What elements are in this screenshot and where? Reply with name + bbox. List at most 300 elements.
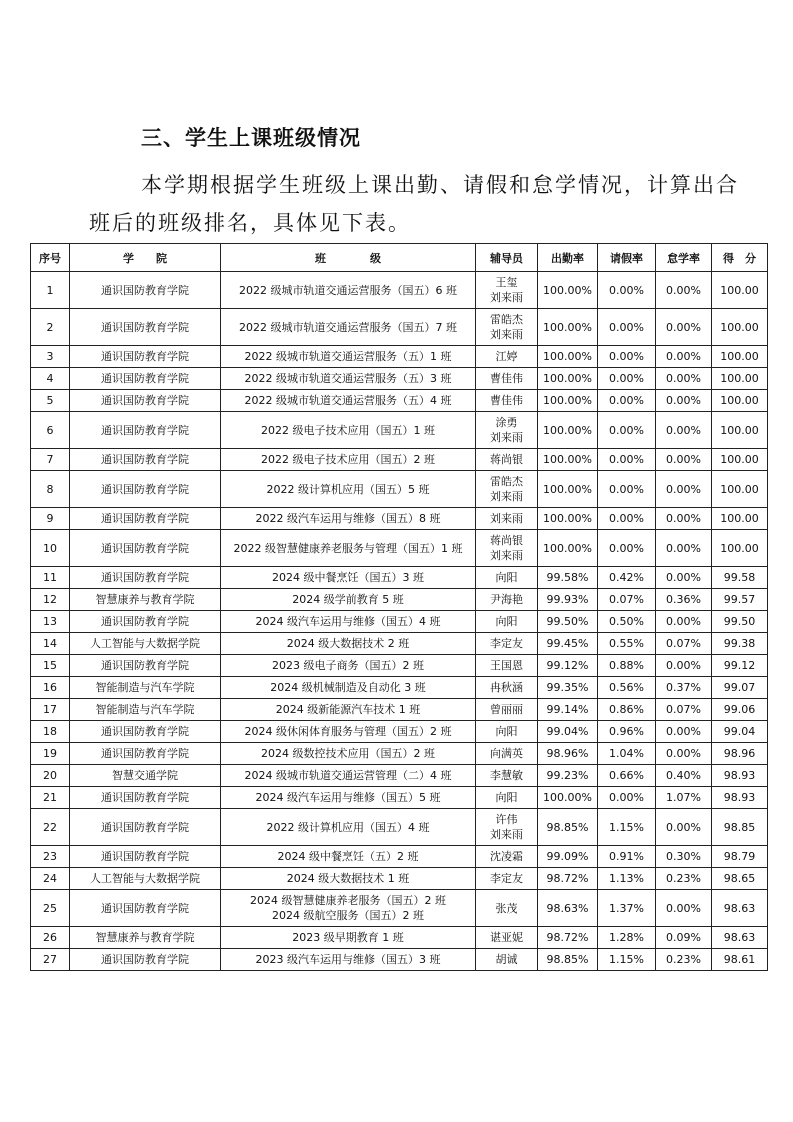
cell-college: 通识国防教育学院 — [70, 846, 221, 868]
cell-counselor — [476, 272, 538, 309]
cell-no: 19 — [31, 743, 70, 765]
cell-class — [221, 368, 476, 390]
table-row — [31, 787, 768, 809]
cell-counselor — [476, 809, 538, 846]
cell-college: 通识国防教育学院 — [70, 272, 221, 309]
cell-attendance: 99.23% — [538, 765, 598, 787]
cell-attendance: 98.72% — [538, 868, 598, 890]
cell-college: 通识国防教育学院 — [70, 390, 221, 412]
cell-counselor — [476, 471, 538, 508]
cell-class-line: 2022 级城市轨道交通运营服务（国五）6 班 — [239, 283, 457, 297]
cell-score: 100.00 — [712, 530, 768, 567]
cell-class — [221, 346, 476, 368]
cell-counselor — [476, 655, 538, 677]
table-row — [31, 743, 768, 765]
cell-counselor — [476, 589, 538, 611]
cell-class — [221, 787, 476, 809]
table-row — [31, 449, 768, 471]
cell-counselor-line: 冉秋涵 — [490, 681, 523, 694]
cell-college: 通识国防教育学院 — [70, 611, 221, 633]
cell-counselor-line: 江婷 — [495, 350, 518, 363]
cell-counselor — [476, 890, 538, 927]
cell-college: 智能制造与汽车学院 — [70, 677, 221, 699]
cell-class — [221, 309, 476, 346]
cell-leave: 0.07% — [598, 589, 656, 611]
cell-no: 22 — [31, 809, 70, 846]
cell-counselor-line: 曹佳伟 — [490, 394, 523, 407]
cell-class — [221, 633, 476, 655]
cell-no: 6 — [31, 412, 70, 449]
cell-class-line: 2024 级新能源汽车技术 1 班 — [275, 703, 421, 716]
cell-counselor-line: 刘来雨 — [490, 490, 523, 503]
cell-counselor — [476, 868, 538, 890]
cell-college: 通识国防教育学院 — [70, 508, 221, 530]
cell-no: 4 — [31, 368, 70, 390]
table-row — [31, 699, 768, 721]
cell-attendance: 98.63% — [538, 890, 598, 927]
cell-counselor — [476, 743, 538, 765]
cell-leave: 0.66% — [598, 765, 656, 787]
cell-no: 5 — [31, 390, 70, 412]
cell-class — [221, 449, 476, 471]
cell-score: 100.00 — [712, 368, 768, 390]
cell-class — [221, 508, 476, 530]
cell-truancy: 0.00% — [656, 346, 712, 368]
table-row — [31, 508, 768, 530]
class-ranking-table — [30, 243, 768, 971]
cell-college: 人工智能与大数据学院 — [70, 868, 221, 890]
cell-class-line: 2023 级电子商务（国五）2 班 — [272, 659, 424, 672]
intro-paragraph-line-1: 本学期根据学生班级上课出勤、请假和怠学情况，计算出合 — [141, 173, 739, 197]
cell-counselor-line: 刘来雨 — [490, 291, 523, 304]
cell-class — [221, 868, 476, 890]
cell-counselor — [476, 846, 538, 868]
cell-truancy: 0.00% — [656, 309, 712, 346]
cell-score: 98.96 — [712, 743, 768, 765]
cell-truancy: 0.37% — [656, 677, 712, 699]
cell-no: 8 — [31, 471, 70, 508]
cell-class-line: 2024 级大数据技术 2 班 — [286, 637, 410, 650]
cell-no: 10 — [31, 530, 70, 567]
cell-college: 通识国防教育学院 — [70, 530, 221, 567]
table-row — [31, 530, 768, 567]
cell-class — [221, 567, 476, 589]
cell-class — [221, 721, 476, 743]
cell-counselor-line: 李定友 — [490, 872, 523, 885]
cell-college: 通识国防教育学院 — [70, 890, 221, 927]
cell-leave: 0.96% — [598, 721, 656, 743]
cell-truancy: 0.00% — [656, 567, 712, 589]
table-row — [31, 611, 768, 633]
cell-truancy: 0.00% — [656, 368, 712, 390]
cell-class — [221, 390, 476, 412]
cell-no: 25 — [31, 890, 70, 927]
cell-score: 98.79 — [712, 846, 768, 868]
cell-class — [221, 471, 476, 508]
cell-truancy: 0.00% — [656, 611, 712, 633]
cell-no: 3 — [31, 346, 70, 368]
cell-attendance: 99.04% — [538, 721, 598, 743]
cell-college: 通识国防教育学院 — [70, 809, 221, 846]
cell-leave: 0.86% — [598, 699, 656, 721]
table-row — [31, 633, 768, 655]
header-class: 班 级 — [221, 244, 476, 272]
cell-class-line: 2022 级计算机应用（国五）4 班 — [266, 820, 430, 834]
cell-class-line: 2024 级休闲体育服务与管理（国五）2 班 — [244, 725, 452, 738]
cell-counselor — [476, 449, 538, 471]
cell-counselor — [476, 309, 538, 346]
cell-attendance: 100.00% — [538, 449, 598, 471]
cell-attendance: 100.00% — [538, 309, 598, 346]
table-row — [31, 949, 768, 971]
cell-no: 1 — [31, 272, 70, 309]
cell-class — [221, 927, 476, 949]
cell-truancy: 0.00% — [656, 272, 712, 309]
cell-score: 99.04 — [712, 721, 768, 743]
cell-truancy: 0.00% — [656, 390, 712, 412]
table-row — [31, 368, 768, 390]
cell-truancy: 0.00% — [656, 508, 712, 530]
table-row — [31, 412, 768, 449]
cell-counselor-line: 刘来雨 — [490, 328, 523, 341]
cell-class-line: 2023 级汽车运用与维修（国五）3 班 — [255, 953, 441, 966]
cell-class-line: 2022 级智慧健康养老服务与管理（国五）1 班 — [233, 541, 463, 555]
cell-class — [221, 530, 476, 567]
cell-truancy: 0.07% — [656, 699, 712, 721]
cell-counselor — [476, 699, 538, 721]
cell-class-line: 2022 级电子技术应用（国五）1 班 — [261, 423, 435, 437]
cell-counselor — [476, 633, 538, 655]
cell-counselor — [476, 567, 538, 589]
table-row — [31, 809, 768, 846]
cell-counselor-line: 曾丽丽 — [490, 703, 523, 716]
cell-counselor — [476, 346, 538, 368]
cell-class — [221, 677, 476, 699]
cell-class — [221, 655, 476, 677]
cell-counselor — [476, 949, 538, 971]
cell-score: 98.93 — [712, 787, 768, 809]
header-truancy: 怠学率 — [656, 244, 712, 272]
cell-class — [221, 589, 476, 611]
cell-score: 100.00 — [712, 471, 768, 508]
cell-college: 智慧康养与教育学院 — [70, 589, 221, 611]
cell-counselor-line: 尹海艳 — [490, 593, 523, 606]
cell-class-line: 2024 级中餐烹饪（国五）3 班 — [272, 571, 424, 584]
cell-counselor-line: 向阳 — [495, 571, 518, 584]
cell-no: 15 — [31, 655, 70, 677]
cell-class-line: 2024 级汽车运用与维修（国五）4 班 — [255, 615, 441, 628]
table-body — [31, 272, 768, 971]
cell-counselor-line: 向阳 — [495, 615, 518, 628]
cell-score: 99.58 — [712, 567, 768, 589]
cell-counselor-line: 张茂 — [495, 901, 518, 915]
cell-counselor — [476, 368, 538, 390]
cell-attendance: 100.00% — [538, 412, 598, 449]
cell-class-line: 2024 级机械制造及自动化 3 班 — [270, 681, 426, 694]
cell-truancy: 0.00% — [656, 530, 712, 567]
cell-leave: 1.13% — [598, 868, 656, 890]
cell-class — [221, 765, 476, 787]
cell-truancy: 0.00% — [656, 449, 712, 471]
table-row — [31, 471, 768, 508]
cell-attendance: 99.93% — [538, 589, 598, 611]
cell-score: 99.06 — [712, 699, 768, 721]
cell-college: 通识国防教育学院 — [70, 412, 221, 449]
cell-score: 98.63 — [712, 927, 768, 949]
cell-attendance: 99.09% — [538, 846, 598, 868]
cell-score: 99.38 — [712, 633, 768, 655]
cell-attendance: 98.85% — [538, 809, 598, 846]
header-attendance: 出勤率 — [538, 244, 598, 272]
table-row — [31, 765, 768, 787]
cell-score: 100.00 — [712, 412, 768, 449]
cell-class-line: 2024 级城市轨道交通运营管理（二）4 班 — [244, 769, 452, 782]
cell-counselor-line: 谌亚妮 — [490, 931, 523, 944]
cell-leave: 0.00% — [598, 530, 656, 567]
cell-counselor-line: 向阳 — [495, 791, 518, 804]
cell-college: 智慧交通学院 — [70, 765, 221, 787]
cell-no: 18 — [31, 721, 70, 743]
cell-college: 通识国防教育学院 — [70, 743, 221, 765]
cell-truancy: 0.00% — [656, 721, 712, 743]
cell-no: 9 — [31, 508, 70, 530]
cell-college: 通识国防教育学院 — [70, 368, 221, 390]
cell-leave: 0.00% — [598, 346, 656, 368]
cell-score: 98.65 — [712, 868, 768, 890]
cell-counselor-line: 曹佳伟 — [490, 372, 523, 385]
cell-attendance: 100.00% — [538, 368, 598, 390]
header-college: 学 院 — [70, 244, 221, 272]
cell-college: 通识国防教育学院 — [70, 471, 221, 508]
cell-truancy: 0.00% — [656, 412, 712, 449]
cell-class-line: 2022 级电子技术应用（国五）2 班 — [261, 453, 435, 466]
cell-no: 26 — [31, 927, 70, 949]
cell-attendance: 99.12% — [538, 655, 598, 677]
cell-attendance: 100.00% — [538, 390, 598, 412]
cell-leave: 1.37% — [598, 890, 656, 927]
table-row — [31, 309, 768, 346]
cell-score: 100.00 — [712, 309, 768, 346]
cell-college: 智能制造与汽车学院 — [70, 699, 221, 721]
cell-class — [221, 611, 476, 633]
cell-leave: 1.15% — [598, 809, 656, 846]
cell-leave: 0.00% — [598, 471, 656, 508]
cell-attendance: 99.14% — [538, 699, 598, 721]
table-row — [31, 677, 768, 699]
cell-leave: 1.04% — [598, 743, 656, 765]
cell-class-line: 2023 级早期教育 1 班 — [292, 931, 404, 944]
cell-counselor — [476, 765, 538, 787]
cell-counselor-line: 王国恩 — [490, 659, 523, 672]
cell-attendance: 100.00% — [538, 787, 598, 809]
cell-no: 23 — [31, 846, 70, 868]
cell-attendance: 99.50% — [538, 611, 598, 633]
cell-score: 100.00 — [712, 449, 768, 471]
cell-no: 20 — [31, 765, 70, 787]
cell-college: 人工智能与大数据学院 — [70, 633, 221, 655]
cell-counselor-line: 沈凌霜 — [490, 850, 523, 863]
cell-attendance: 98.85% — [538, 949, 598, 971]
cell-college: 通识国防教育学院 — [70, 721, 221, 743]
cell-score: 98.63 — [712, 890, 768, 927]
cell-counselor-line: 刘来雨 — [490, 549, 523, 562]
cell-leave: 0.91% — [598, 846, 656, 868]
cell-class-line: 2024 级学前教育 5 班 — [292, 593, 404, 606]
cell-class-line: 2022 级汽车运用与维修（国五）8 班 — [255, 512, 441, 525]
cell-class-line: 2024 级中餐烹饪（五）2 班 — [277, 850, 419, 863]
cell-no: 16 — [31, 677, 70, 699]
table-row — [31, 721, 768, 743]
cell-counselor-line: 蒋尚银 — [490, 534, 523, 547]
cell-leave: 0.56% — [598, 677, 656, 699]
cell-class — [221, 949, 476, 971]
cell-no: 12 — [31, 589, 70, 611]
cell-counselor-line: 雷皓杰 — [490, 313, 523, 326]
cell-no: 7 — [31, 449, 70, 471]
cell-counselor-line: 胡诚 — [495, 953, 518, 966]
table-row — [31, 927, 768, 949]
cell-counselor — [476, 611, 538, 633]
table-row — [31, 567, 768, 589]
cell-college: 通识国防教育学院 — [70, 567, 221, 589]
cell-attendance: 100.00% — [538, 272, 598, 309]
cell-college: 通识国防教育学院 — [70, 655, 221, 677]
table-row — [31, 655, 768, 677]
cell-no: 14 — [31, 633, 70, 655]
cell-class — [221, 809, 476, 846]
cell-attendance: 100.00% — [538, 346, 598, 368]
cell-counselor-line: 向阳 — [495, 725, 518, 738]
cell-class-line: 2024 级汽车运用与维修（国五）5 班 — [255, 791, 441, 804]
cell-counselor-line: 李定友 — [490, 637, 523, 650]
cell-college: 通识国防教育学院 — [70, 787, 221, 809]
cell-class — [221, 699, 476, 721]
cell-truancy: 0.00% — [656, 809, 712, 846]
cell-no: 2 — [31, 309, 70, 346]
cell-leave: 0.88% — [598, 655, 656, 677]
cell-attendance: 100.00% — [538, 508, 598, 530]
cell-counselor-line: 李慧敏 — [490, 769, 523, 782]
cell-leave: 0.00% — [598, 412, 656, 449]
cell-score: 100.00 — [712, 346, 768, 368]
cell-class-line: 2024 级航空服务（国五）2 班 — [272, 909, 424, 922]
cell-attendance: 99.58% — [538, 567, 598, 589]
cell-counselor-line: 向满英 — [490, 747, 523, 760]
cell-counselor — [476, 508, 538, 530]
table-row — [31, 346, 768, 368]
cell-score: 99.07 — [712, 677, 768, 699]
cell-score: 99.57 — [712, 589, 768, 611]
cell-leave: 0.00% — [598, 272, 656, 309]
cell-attendance: 100.00% — [538, 530, 598, 567]
cell-truancy: 0.09% — [656, 927, 712, 949]
cell-no: 11 — [31, 567, 70, 589]
cell-leave: 0.00% — [598, 449, 656, 471]
cell-counselor — [476, 412, 538, 449]
header-leave: 请假率 — [598, 244, 656, 272]
section-heading: 三、学生上课班级情况 — [141, 126, 361, 150]
header-no: 序号 — [31, 244, 70, 272]
cell-counselor-line: 许伟 — [495, 813, 518, 826]
cell-class-line: 2022 级城市轨道交通运营服务（五）4 班 — [244, 394, 452, 407]
cell-score: 98.61 — [712, 949, 768, 971]
cell-counselor-line: 雷皓杰 — [490, 475, 523, 488]
cell-truancy: 0.36% — [656, 589, 712, 611]
cell-no: 27 — [31, 949, 70, 971]
cell-score: 98.93 — [712, 765, 768, 787]
cell-truancy: 0.23% — [656, 949, 712, 971]
table-row — [31, 390, 768, 412]
cell-truancy: 0.00% — [656, 471, 712, 508]
cell-truancy: 0.07% — [656, 633, 712, 655]
cell-attendance: 98.96% — [538, 743, 598, 765]
cell-leave: 1.28% — [598, 927, 656, 949]
cell-no: 21 — [31, 787, 70, 809]
cell-truancy: 0.23% — [656, 868, 712, 890]
cell-score: 100.00 — [712, 508, 768, 530]
cell-counselor — [476, 927, 538, 949]
cell-score: 99.50 — [712, 611, 768, 633]
table-row — [31, 868, 768, 890]
cell-counselor — [476, 390, 538, 412]
cell-truancy: 0.30% — [656, 846, 712, 868]
cell-counselor-line: 刘来雨 — [490, 828, 523, 841]
table-header-row — [31, 244, 768, 272]
cell-score: 100.00 — [712, 390, 768, 412]
header-score: 得 分 — [712, 244, 768, 272]
cell-leave: 0.00% — [598, 309, 656, 346]
table-row — [31, 272, 768, 309]
cell-counselor-line: 刘来雨 — [490, 431, 523, 444]
cell-leave: 0.00% — [598, 787, 656, 809]
cell-class — [221, 890, 476, 927]
cell-attendance: 100.00% — [538, 471, 598, 508]
cell-counselor-line: 蒋尚银 — [490, 453, 523, 466]
intro-paragraph-line-2: 班后的班级排名，具体见下表。 — [89, 211, 411, 235]
header-counselor: 辅导员 — [476, 244, 538, 272]
cell-class-line: 2024 级大数据技术 1 班 — [286, 872, 410, 885]
cell-class-line: 2022 级城市轨道交通运营服务（国五）7 班 — [239, 320, 457, 334]
cell-attendance: 98.72% — [538, 927, 598, 949]
cell-counselor-line: 刘来雨 — [490, 512, 523, 525]
cell-truancy: 0.00% — [656, 890, 712, 927]
cell-counselor — [476, 721, 538, 743]
cell-attendance: 99.35% — [538, 677, 598, 699]
table-row — [31, 890, 768, 927]
cell-college: 通识国防教育学院 — [70, 346, 221, 368]
cell-college: 通识国防教育学院 — [70, 309, 221, 346]
cell-score: 100.00 — [712, 272, 768, 309]
cell-class-line: 2024 级数控技术应用（国五）2 班 — [261, 747, 435, 760]
cell-leave: 0.42% — [598, 567, 656, 589]
cell-score: 99.12 — [712, 655, 768, 677]
cell-college: 通识国防教育学院 — [70, 449, 221, 471]
table-row — [31, 846, 768, 868]
cell-truancy: 0.00% — [656, 743, 712, 765]
cell-no: 24 — [31, 868, 70, 890]
cell-class-line: 2022 级计算机应用（国五）5 班 — [266, 482, 430, 496]
cell-class-line: 2022 级城市轨道交通运营服务（五）1 班 — [244, 350, 452, 363]
cell-counselor-line: 王玺 — [495, 276, 518, 289]
cell-leave: 0.00% — [598, 368, 656, 390]
cell-leave: 0.00% — [598, 390, 656, 412]
cell-class — [221, 743, 476, 765]
cell-no: 13 — [31, 611, 70, 633]
cell-class — [221, 412, 476, 449]
cell-score: 98.85 — [712, 809, 768, 846]
cell-leave: 0.00% — [598, 508, 656, 530]
cell-leave: 0.55% — [598, 633, 656, 655]
